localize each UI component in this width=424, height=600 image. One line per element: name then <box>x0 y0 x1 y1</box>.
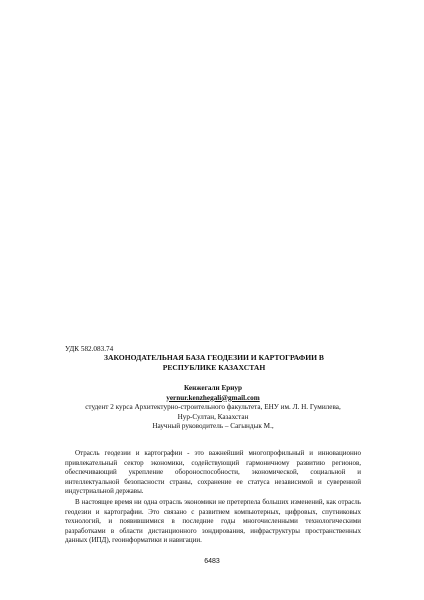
author-email: yernur.kenzhegali@gmail.com <box>166 393 260 402</box>
paper-title <box>70 353 358 372</box>
body-paragraph: В настоящее время ни одна отрасль экономики не претерпела больших изменений, как отрасль геодезии и картографии. Это связано с развитием компьютерных, цифровых, спутниковых технологий, и появившимися в последние годы многочисленными технологическими разработками в области дистанционного зондирования, инфраструктуры пространственных данных (ИПД), геоинформатики и навигации. <box>65 497 361 545</box>
author-name: Кенжегали Ернур <box>184 384 242 392</box>
paper-title-line: РЕСПУБЛИКЕ КАЗАХСТАН <box>162 362 266 372</box>
scientific-supervisor: Научный руководитель – Сагындык М., <box>152 422 274 431</box>
body-text <box>65 449 361 547</box>
paper-title-line: ЗАКОНОДАТЕЛЬНАЯ БАЗА ГЕОДЕЗИИ И КАРТОГРАФИИ В <box>103 353 324 362</box>
author-block <box>65 384 361 432</box>
page-number: 6483 <box>204 558 220 565</box>
udk-code: УДК 582.083.74 <box>65 345 114 353</box>
author-affiliation: студент 2 курса Архитектурно-строительного факультета, ЕНУ им. Л. Н. Гумилева, <box>85 403 341 412</box>
author-location: Нур-Султан, Казахстан <box>177 412 249 421</box>
body-paragraph: Отрасль геодезии и картографии - это важнейший многопрофильный и инновационно привлекательный сектор экономики, содействующий гармоничному развитию регионов, обеспечивающий укрепление обороноспособности, экономической, социальной и интеллектуальной безопасности страны, сохранение ее статуса независимой и суверенной индустриальной державы. <box>65 449 361 496</box>
